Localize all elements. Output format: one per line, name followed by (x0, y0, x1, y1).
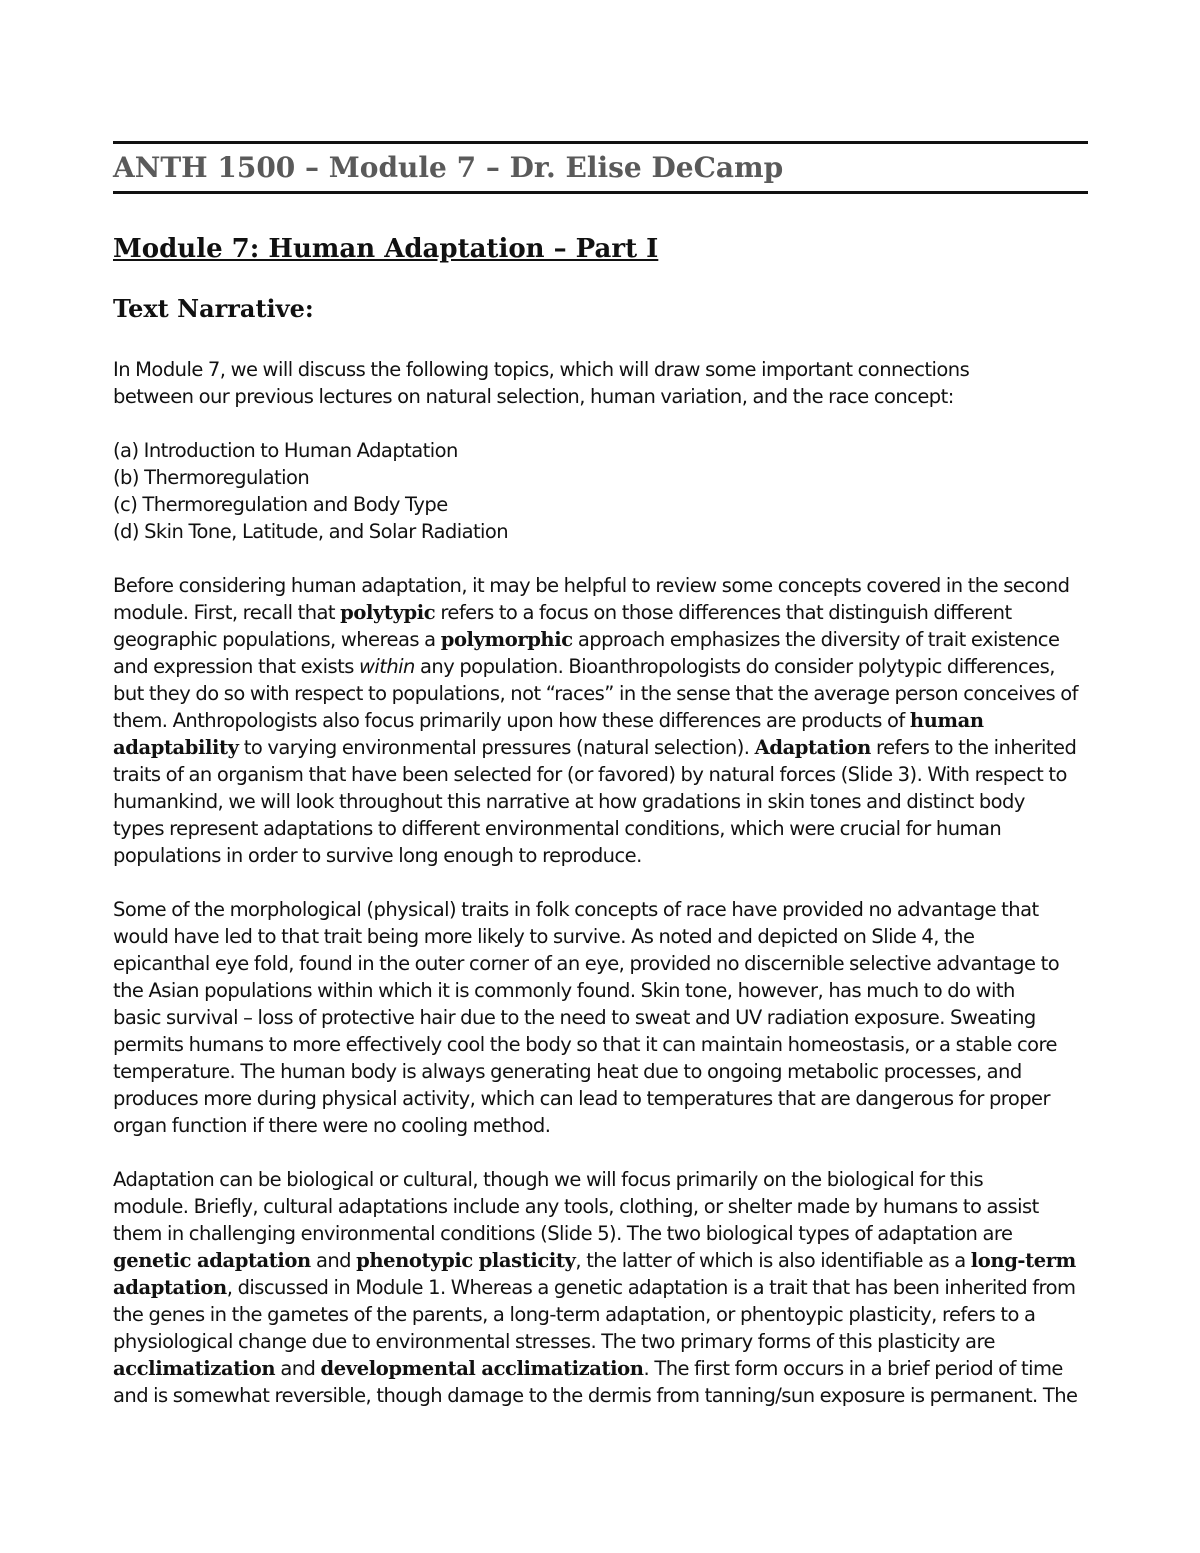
intro-line: between our previous lectures on natural selection, human variation, and the race concept: (113, 385, 954, 408)
topic-item: (a) Introduction to Human Adaptation (113, 439, 458, 462)
topic-list (113, 437, 1088, 545)
paragraph-line: humankind, we will look throughout this narrative at how gradations in skin tones and distinct body (113, 790, 1025, 813)
paragraph-line: temperature. The human body is always generating heat due to ongoing metabolic processes, and (113, 1060, 1022, 1083)
paragraph-line: acclimatization and developmental acclimatization. The first form occurs in a brief period of time (113, 1357, 1063, 1380)
paragraph-line: populations in order to survive long enough to reproduce. (113, 844, 642, 867)
paragraph-line: geographic populations, whereas a polymorphic approach emphasizes the diversity of trait existence (113, 628, 1060, 651)
paragraph-line: traits of an organism that have been selected for (or favored) by natural forces (Slide 3). With respect to (113, 763, 1067, 786)
document-header: ANTH 1500 – Module 7 – Dr. Elise DeCamp (113, 151, 784, 184)
term-phenotypic-plasticity: phenotypic plasticity (356, 1249, 576, 1272)
term-genetic-adaptation: genetic adaptation (113, 1249, 311, 1272)
section-heading: Text Narrative: (113, 294, 314, 323)
term-long-term-adaptation: adaptation (113, 1276, 227, 1299)
paragraph-review-concepts (113, 572, 1088, 869)
paragraph-line: adaptability to varying environmental pressures (natural selection). Adaptation refers to the inherited (113, 736, 1077, 759)
paragraph-line: produces more during physical activity, which can lead to temperatures that are dangerous for proper (113, 1087, 1050, 1110)
paragraph-line: Before considering human adaptation, it may be helpful to review some concepts covered in the second (113, 574, 1070, 597)
paragraph-line: permits humans to more effectively cool the body so that it can maintain homeostasis, or a stable core (113, 1033, 1058, 1056)
paragraph-line: the genes in the gametes of the parents, a long-term adaptation, or phentoypic plasticity, refers to a (113, 1303, 1036, 1326)
paragraph-line: organ function if there were no cooling method. (113, 1114, 551, 1137)
topic-item: (c) Thermoregulation and Body Type (113, 493, 448, 516)
paragraph-line: genetic adaptation and phenotypic plasticity, the latter of which is also identifiable as a long-term (113, 1249, 1076, 1272)
term-developmental-acclimatization: developmental acclimatization (320, 1357, 644, 1380)
emphasis-within: within (359, 655, 415, 678)
header-top-rule (113, 141, 1088, 144)
term-adaptation: Adaptation (754, 736, 871, 759)
paragraph-line: epicanthal eye fold, found in the outer corner of an eye, provided no discernible selective advantage to (113, 952, 1060, 975)
paragraph-line: but they do so with respect to populations, not “races” in the sense that the average person conceives of (113, 682, 1078, 705)
term-long-term-adaptation: long-term (970, 1249, 1076, 1272)
paragraph-line: them in challenging environmental conditions (Slide 5). The two biological types of adaptation are (113, 1222, 1013, 1245)
intro-paragraph (113, 356, 1088, 410)
paragraph-line: Some of the morphological (physical) traits in folk concepts of race have provided no advantage that (113, 898, 1039, 921)
intro-line: In Module 7, we will discuss the following topics, which will draw some important connections (113, 358, 970, 381)
paragraph-morphological-traits (113, 896, 1088, 1139)
topic-item: (d) Skin Tone, Latitude, and Solar Radiation (113, 520, 509, 543)
paragraph-line: Adaptation can be biological or cultural, though we will focus primarily on the biological for this (113, 1168, 984, 1191)
paragraph-line: would have led to that trait being more likely to survive. As noted and depicted on Slide 4, the (113, 925, 975, 948)
paragraph-line: module. First, recall that polytypic refers to a focus on those differences that distinguish different (113, 601, 1012, 624)
term-polytypic: polytypic (340, 601, 436, 624)
paragraph-line: module. Briefly, cultural adaptations include any tools, clothing, or shelter made by humans to assist (113, 1195, 1039, 1218)
header-bottom-rule (113, 191, 1088, 194)
term-acclimatization: acclimatization (113, 1357, 276, 1380)
paragraph-line: and is somewhat reversible, though damage to the dermis from tanning/sun exposure is permanent. The (113, 1384, 1078, 1407)
term-polymorphic: polymorphic (440, 628, 573, 651)
term-human-adaptability: human (909, 709, 984, 732)
paragraph-line: physiological change due to environmental stresses. The two primary forms of this plasticity are (113, 1330, 995, 1353)
paragraph-line: basic survival – loss of protective hair due to the need to sweat and UV radiation exposure. Sweating (113, 1006, 1036, 1029)
topic-item: (b) Thermoregulation (113, 466, 310, 489)
paragraph-line: and expression that exists within any population. Bioanthropologists do consider polytypic differences, (113, 655, 1055, 678)
paragraph-adaptation-types (113, 1166, 1088, 1409)
paragraph-line: them. Anthropologists also focus primarily upon how these differences are products of human (113, 709, 984, 732)
term-human-adaptability: adaptability (113, 736, 239, 759)
paragraph-line: the Asian populations within which it is commonly found. Skin tone, however, has much to do with (113, 979, 1015, 1002)
module-title: Module 7: Human Adaptation – Part I (113, 234, 659, 264)
paragraph-line: types represent adaptations to different environmental conditions, which were crucial for human (113, 817, 1002, 840)
paragraph-line: adaptation, discussed in Module 1. Whereas a genetic adaptation is a trait that has been inherited from (113, 1276, 1076, 1299)
document-page (113, 141, 1088, 1409)
